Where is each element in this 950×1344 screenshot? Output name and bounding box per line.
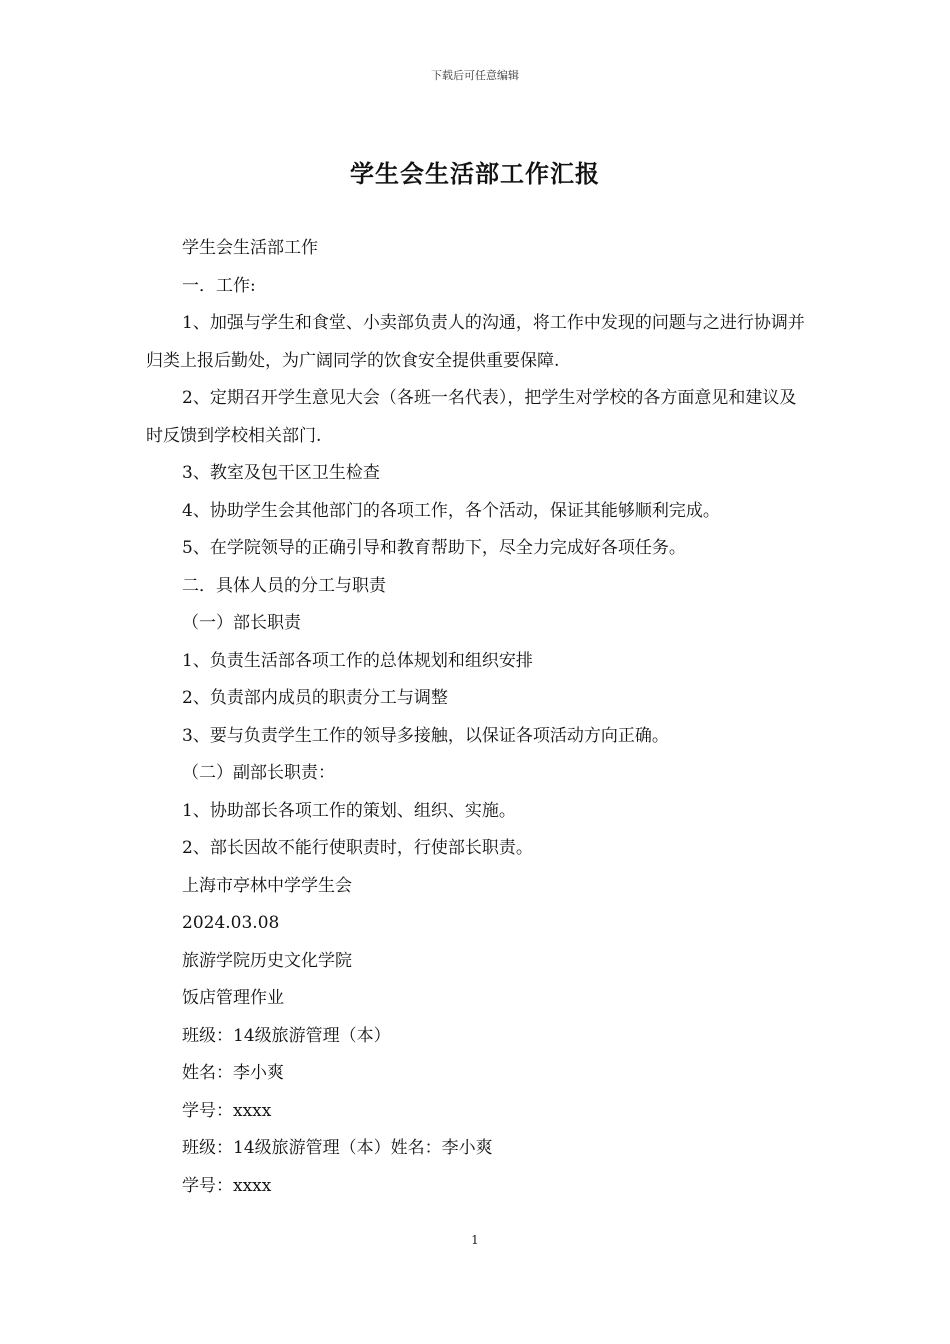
body-line: 1、负责生活部各项工作的总体规划和组织安排 (182, 650, 533, 671)
body-paragraph: 1、加强与学生和食堂、小卖部负责人的沟通，将工作中发现的问题与之进行协调并归类上报后勤处，为广阔同学的饮食安全提供重要保障. (146, 313, 805, 371)
page-number: 1 (471, 1233, 479, 1247)
section-heading: 一．工作: (182, 275, 256, 296)
body-line: 2、负责部内成员的职责分工与调整 (182, 688, 448, 708)
body-line: 3、教室及包干区卫生检查 (182, 463, 380, 483)
body-line: 饭店管理作业 (182, 988, 284, 1008)
student-id-line: 学号：xxxx (182, 1100, 272, 1121)
subsection-heading: （二）副部长职责： (182, 763, 335, 783)
body-line: 4、协助学生会其他部门的各项工作，各个活动，保证其能够顺利完成。 (182, 500, 720, 521)
signature-org: 上海市亭林中学学生会 (182, 875, 352, 896)
student-id-line: 学号：xxxx (182, 1175, 272, 1196)
body-line: 5、在学院领导的正确引导和教育帮助下，尽全力完成好各项任务。 (182, 538, 686, 558)
class-line: 班级：14级旅游管理（本） (182, 1025, 391, 1046)
class-name-line: 班级：14级旅游管理（本）姓名：李小爽 (182, 1138, 493, 1158)
signature-date: 2024.03.08 (182, 913, 280, 933)
header-note: 下载后可任意编辑 (431, 69, 519, 82)
document-body (146, 230, 808, 1205)
body-line: 学生会生活部工作 (182, 238, 318, 258)
body-line: 3、要与负责学生工作的领导多接触，以保证各项活动方向正确。 (182, 725, 669, 746)
section-heading: 二．具体人员的分工与职责 (182, 575, 386, 596)
document-title: 学生会生活部工作汇报 (350, 160, 600, 188)
subsection-heading: （一）部长职责 (182, 613, 301, 633)
body-line: 2、部长因故不能行使职责时，行使部长职责。 (182, 838, 533, 858)
body-paragraph: 2、定期召开学生意见大会（各班一名代表），把学生对学校的各方面意见和建议及时反馈到学校相关部门. (146, 388, 797, 446)
name-line: 姓名：李小爽 (182, 1063, 284, 1083)
body-line: 1、协助部长各项工作的策划、组织、实施。 (182, 800, 516, 821)
body-line: 旅游学院历史文化学院 (182, 950, 352, 971)
